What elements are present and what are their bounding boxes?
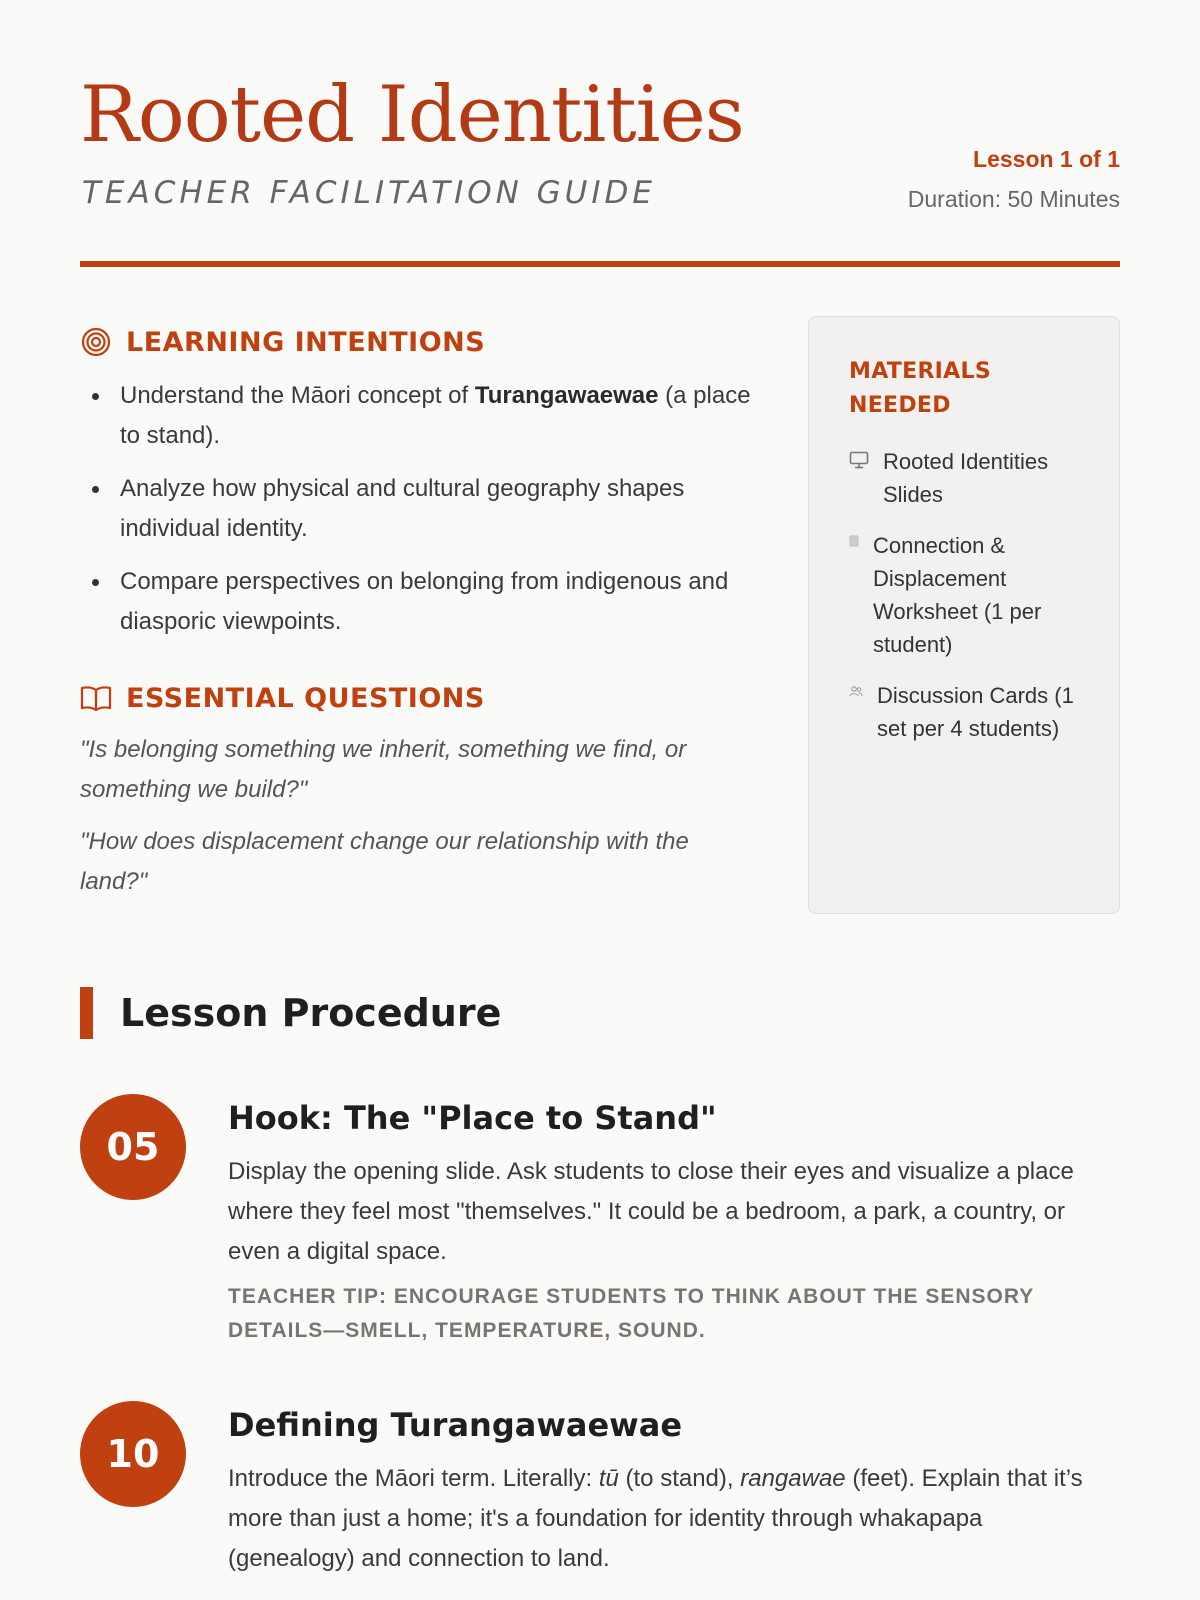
material-label: Rooted Identities Slides — [883, 449, 1049, 507]
lesson-meta — [908, 146, 1120, 213]
material-label: Discussion Cards (1 set per 4 students) — [877, 683, 1074, 741]
essential-questions-heading — [80, 680, 760, 716]
target-icon — [80, 326, 112, 358]
monitor-icon — [849, 451, 869, 469]
page-title: Rooted Identities — [80, 70, 744, 160]
step-body — [228, 1094, 1108, 1348]
intro-section — [80, 268, 1120, 948]
material-label: Connection & Displacement Worksheet (1 per student) — [873, 533, 1042, 657]
step-minutes-badge: 05 — [80, 1094, 186, 1200]
material-item — [849, 529, 1079, 661]
intention-term: Turangawaewae — [474, 382, 659, 409]
step-text-part: (feet). Explain that it’s more than just a home; it's a foundation for identity through whakapapa (genealogy) and connection to land. — [228, 1465, 1083, 1572]
teacher-tip: TEACHER TIP: ENCOURAGE STUDENTS TO THINK ABOUT THE SENSORY DETAILS—SMELL, TEMPERATURE, SOUND. — [228, 1285, 1034, 1342]
header-divider — [80, 261, 1120, 267]
lesson-duration: Duration: 50 Minutes — [907, 185, 1120, 212]
materials-heading: MATERIALS NEEDED — [849, 359, 991, 418]
lesson-number: Lesson 1 of 1 — [973, 146, 1120, 172]
document-icon — [849, 535, 859, 547]
page-subtitle: TEACHER FACILITATION GUIDE — [82, 175, 656, 211]
step-term: tū — [598, 1465, 619, 1492]
step-term: rangawae — [740, 1465, 846, 1492]
procedure-heading — [80, 987, 501, 1039]
people-icon — [849, 685, 863, 697]
procedure-title: Lesson Procedure — [120, 991, 502, 1035]
essential-question: "How does displacement change our relationship with the land?" — [80, 828, 689, 895]
step-description: Display the opening slide. Ask students to close their eyes and visualize a place where they feel most "themselves." It could be a bedroom, a park, a country, or even a digital space. — [228, 1158, 1074, 1265]
list-item — [80, 562, 760, 642]
step-text-part: Introduce the Māori term. Literally: — [228, 1465, 599, 1492]
learning-intentions-list — [80, 376, 760, 642]
accent-bar — [80, 987, 93, 1039]
material-item — [849, 445, 1079, 511]
step-body — [228, 1401, 1108, 1579]
step-title: Hook: The "Place to Stand" — [228, 1099, 717, 1137]
intention-text: Understand the Māori concept of — [120, 382, 475, 409]
list-item — [80, 469, 760, 549]
header — [80, 0, 1120, 268]
intention-text-end: (a place to stand). — [120, 382, 751, 449]
intention-text: Compare perspectives on belonging from indigenous and diasporic viewpoints. — [120, 568, 729, 635]
learning-intentions-title: LEARNING INTENTIONS — [126, 326, 486, 358]
step-title: Defining Turangawaewae — [228, 1406, 683, 1444]
step-description — [228, 1459, 1108, 1579]
learning-intentions-heading — [80, 324, 760, 360]
intentions-column — [80, 324, 760, 914]
essential-questions-title: ESSENTIAL QUESTIONS — [126, 682, 485, 714]
essential-question: "Is belonging something we inherit, something we find, or something we build?" — [80, 736, 687, 803]
step-text-part: (to stand), — [618, 1465, 741, 1492]
open-book-icon — [80, 682, 112, 714]
essential-questions-list — [80, 730, 760, 902]
material-item — [849, 679, 1079, 745]
list-item — [80, 376, 760, 456]
intention-text: Analyze how physical and cultural geography shapes individual identity. — [120, 475, 685, 542]
step-minutes-badge: 10 — [80, 1401, 186, 1507]
materials-panel — [808, 316, 1120, 914]
